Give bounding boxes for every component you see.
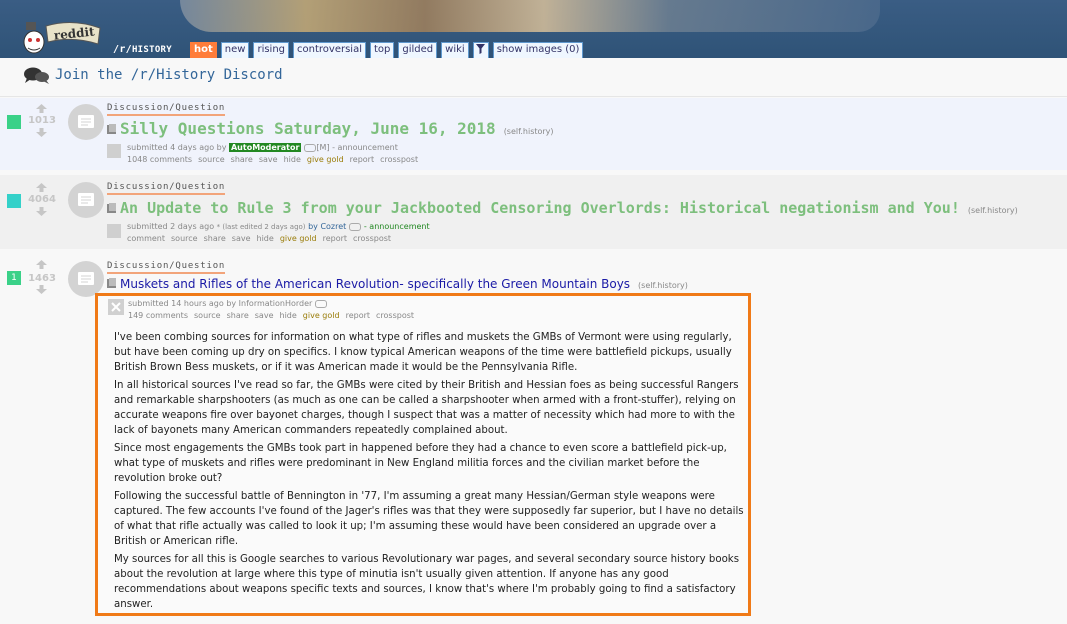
share-link[interactable]: share <box>203 234 226 243</box>
selftext-expando <box>95 293 751 616</box>
tab-new[interactable]: new <box>221 42 250 59</box>
tab-rising[interactable]: rising <box>253 42 289 59</box>
report-link[interactable]: report <box>345 311 371 320</box>
source-link[interactable]: source <box>194 311 221 320</box>
post-domain[interactable]: (self.history) <box>967 206 1018 215</box>
save-link[interactable]: save <box>258 155 278 164</box>
rank-marker <box>7 115 21 129</box>
report-link[interactable]: report <box>322 234 348 243</box>
chat-bubbles-icon <box>24 67 50 85</box>
selftext-paragraph: I've been combing sources for information on what type of rifles and muskets the GMBs of Vermont were using regularly, but have been coming up dry on specifics. I know typical American weapons of the time were battlefield pickups, usually British Brown Bess muskets, or if it was American made it would be the Pennsylvania Rifle. <box>114 332 732 373</box>
hide-link[interactable]: hide <box>256 234 274 243</box>
post-actions <box>127 234 391 243</box>
post-title[interactable]: An Update to Rule 3 from your Jackbooted Censoring Overlords: Historical negationism and You! <box>120 199 960 217</box>
post-actions <box>128 311 414 320</box>
post-domain[interactable]: (self.history) <box>503 127 554 136</box>
comments-link[interactable]: comment <box>127 234 166 243</box>
tag-icon <box>315 300 327 308</box>
tab-top[interactable]: top <box>370 42 394 59</box>
score: 1463 <box>28 273 56 284</box>
give-gold-link[interactable]: give gold <box>302 311 340 320</box>
hide-link[interactable]: hide <box>279 311 297 320</box>
upvote-arrow-icon[interactable] <box>36 260 47 269</box>
post-tagline: submitted 14 hours ago by InformationHorder <box>128 299 327 308</box>
report-link[interactable]: report <box>349 155 375 164</box>
downvote-arrow-icon[interactable] <box>36 285 47 294</box>
document-icon <box>107 278 116 288</box>
hide-link[interactable]: hide <box>283 155 301 164</box>
source-link[interactable]: source <box>171 234 198 243</box>
post-sticky-2 <box>0 175 1067 249</box>
share-link[interactable]: share <box>230 155 253 164</box>
link-flair: Discussion/Question <box>107 103 225 116</box>
svg-text:reddit: reddit <box>53 24 96 43</box>
post-tagline: submitted 4 days ago by AutoModerator [M] - announcement <box>127 143 398 152</box>
post-title[interactable]: Silly Questions Saturday, June 16, 2018 <box>120 119 496 138</box>
score: 1013 <box>28 115 56 126</box>
link-flair: Discussion/Question <box>107 261 225 274</box>
text-post-icon <box>68 182 104 218</box>
selftext-body <box>114 330 744 615</box>
give-gold-link[interactable]: give gold <box>279 234 317 243</box>
text-post-icon <box>68 261 104 297</box>
document-icon <box>107 203 116 213</box>
comments-link[interactable]: 149 comments <box>128 311 188 320</box>
tag-icon <box>304 144 316 152</box>
self-post-thumbnail[interactable] <box>68 182 104 218</box>
give-gold-link[interactable]: give gold <box>306 155 344 164</box>
share-link[interactable]: share <box>226 311 249 320</box>
banner-image <box>180 0 880 32</box>
subreddit-name[interactable]: /r/HISTORY <box>113 44 172 55</box>
tab-show-images[interactable]: show images (0) <box>493 42 584 59</box>
document-icon <box>107 124 116 134</box>
tab-hot[interactable]: hot <box>190 42 217 59</box>
link-flair: Discussion/Question <box>107 182 225 195</box>
comments-link[interactable]: 1048 comments <box>127 155 193 164</box>
author-link[interactable]: AutoModerator <box>230 143 300 152</box>
save-link[interactable]: save <box>231 234 251 243</box>
reddit-logo[interactable] <box>20 18 104 54</box>
crosspost-link[interactable]: crosspost <box>353 234 392 243</box>
post-domain[interactable]: (self.history) <box>638 281 688 290</box>
expando-button[interactable] <box>107 224 121 238</box>
self-post-thumbnail[interactable] <box>68 261 104 297</box>
selftext-paragraph: My sources for all this is Google searches to various Revolutionary war pages, and several secondary source history books about the revolution at large where this type of minutia isn't usually given attention. If anyone has any good recommendations about weapons specific texts and sources, I know that's where I'm probably going to find a satisfactory answer. <box>114 554 740 610</box>
self-post-thumbnail[interactable] <box>68 104 104 140</box>
selftext-paragraph: Following the successful battle of Bennington in '77, I'm assuming a great many Hessian/German style weapons were captured. The few accounts I've found of the Jager's rifles was that they were supposedly far superior, but I have no details of what that rifle actually was called to look it up; I'm assuming these would have been considered an upgrade over a British or American rifle. <box>114 491 744 547</box>
tab-gilded[interactable]: gilded <box>398 42 437 59</box>
post-tagline: submitted 2 days ago * (last edited 2 days ago) by Cozret - announcement <box>127 222 430 231</box>
crosspost-link[interactable]: crosspost <box>376 311 415 320</box>
author-link[interactable]: by Cozret <box>308 222 347 231</box>
crosspost-link[interactable]: crosspost <box>380 155 419 164</box>
filter-icon[interactable] <box>473 42 489 59</box>
rank-marker <box>7 194 21 208</box>
post-sticky-1 <box>0 98 1067 170</box>
upvote-arrow-icon[interactable] <box>36 104 47 113</box>
sort-tabs <box>190 42 583 59</box>
text-post-icon <box>68 104 104 140</box>
source-link[interactable]: source <box>198 155 225 164</box>
score: 4064 <box>28 194 56 205</box>
tab-wiki[interactable]: wiki <box>441 42 469 59</box>
post-actions <box>127 155 418 164</box>
discord-banner[interactable] <box>0 58 1067 97</box>
save-link[interactable]: save <box>254 311 274 320</box>
post-title[interactable]: Muskets and Rifles of the American Revolution- specifically the Green Mountain Boys <box>120 277 631 291</box>
tag-icon <box>349 223 361 231</box>
expando-button[interactable] <box>107 144 121 158</box>
downvote-arrow-icon[interactable] <box>36 128 47 137</box>
selftext-paragraph: Since most engagements the GMBs took part in happened before they had a chance to even score a battlefield pick-up, what type of muskets and rifles were predominant in New England militia forces and the civilian market before the revolution broke out? <box>114 443 727 484</box>
discord-link[interactable]: Join the /r/History Discord <box>55 67 283 83</box>
rank-marker: 1 <box>7 271 21 285</box>
header <box>0 0 1067 58</box>
close-expando-icon[interactable] <box>108 299 124 315</box>
selftext-paragraph: In all historical sources I've read so far, the GMBs were cited by their British and Hessian foes as being successful Rangers and remarkable sharpshooters (as much as one can be called a sharpshooter when armed with a front-stuffer), relying on accurate weapons fire over bayonet charges, though I suspect that was a matter of necessity which had more to with the lack of bayonets many American commanders repeatedly complained about. <box>114 380 739 436</box>
tab-controversial[interactable]: controversial <box>293 42 366 59</box>
downvote-arrow-icon[interactable] <box>36 207 47 216</box>
upvote-arrow-icon[interactable] <box>36 183 47 192</box>
